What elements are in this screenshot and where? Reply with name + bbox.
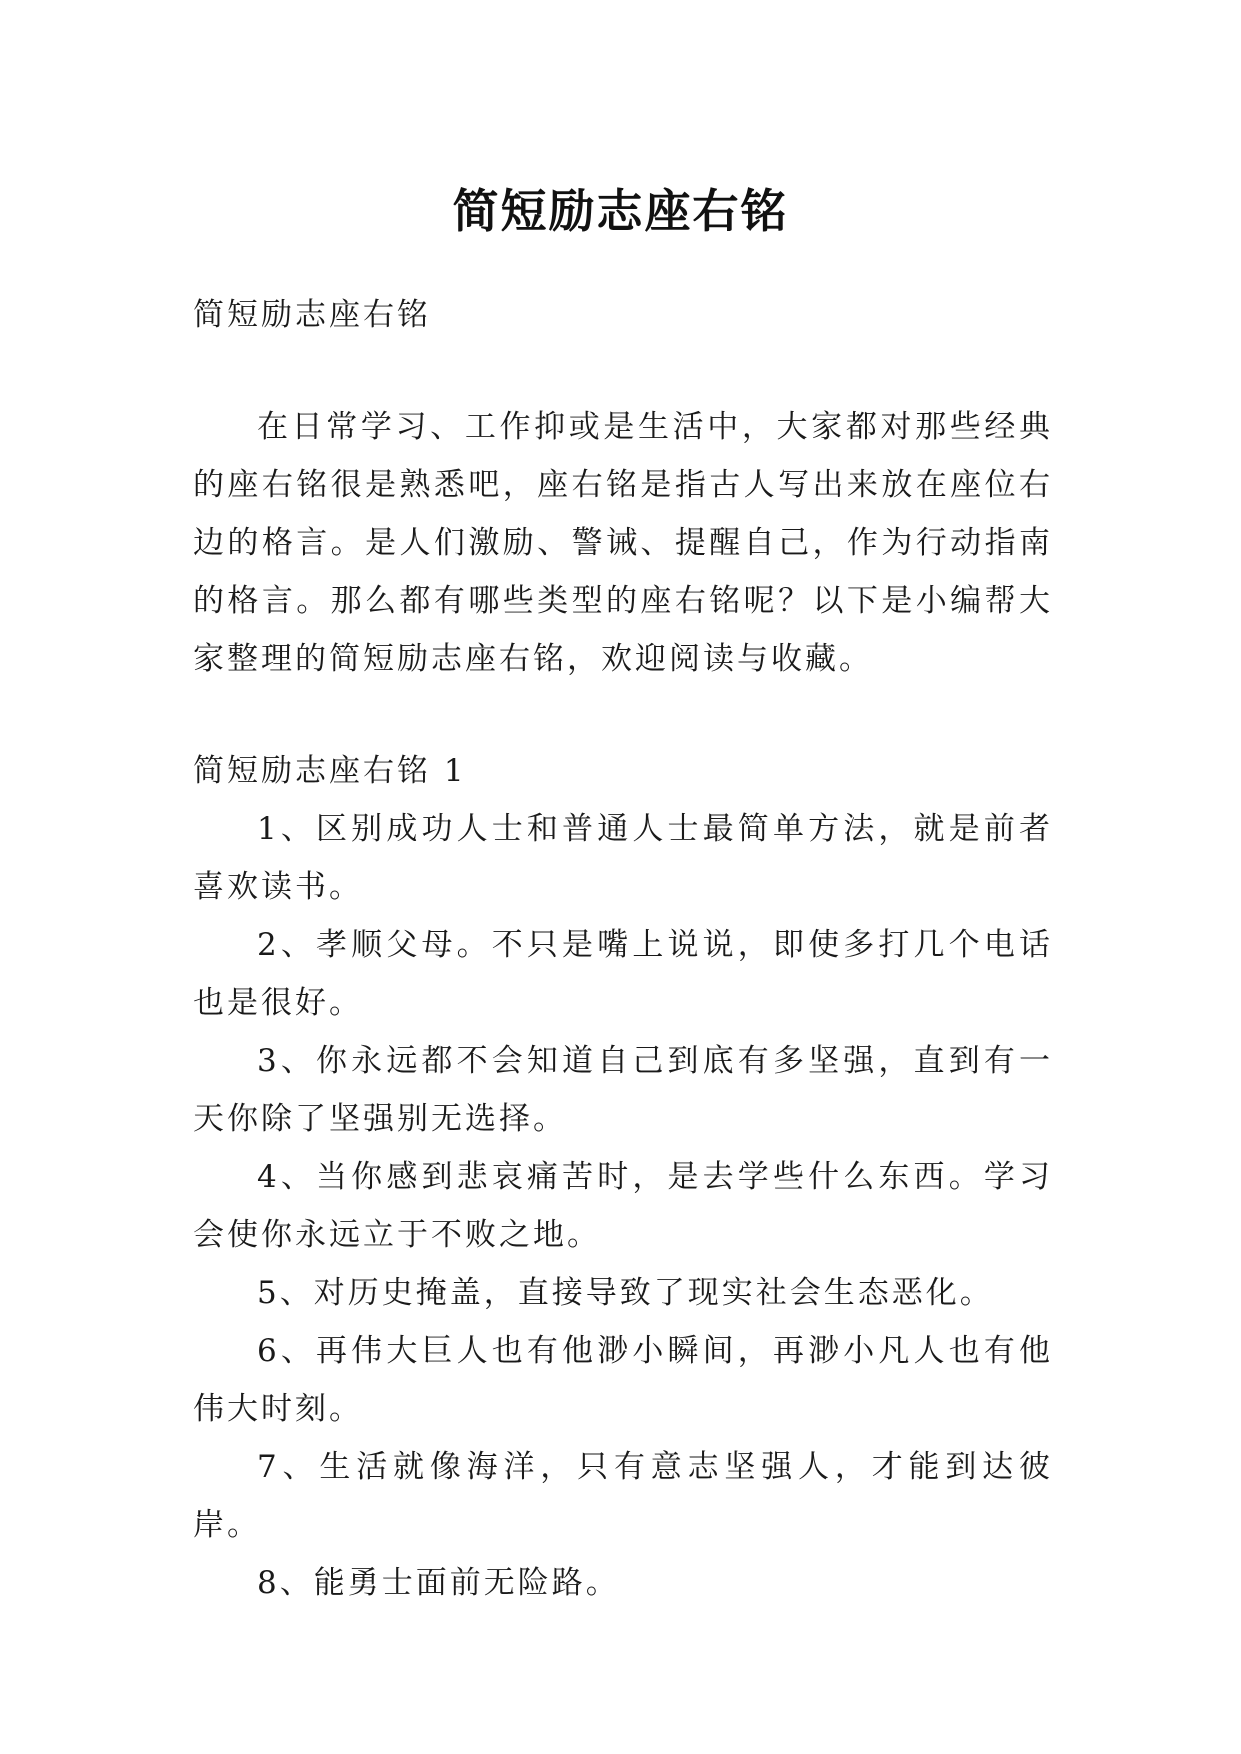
motto-item: 4、当你感到悲哀痛苦时，是去学些什么东西。学习会使你永远立于不败之地。 xyxy=(193,1159,1053,1253)
motto-item: 6、再伟大巨人也有他渺小瞬间，再渺小凡人也有他伟大时刻。 xyxy=(193,1333,1053,1427)
document-title: 简短励志座右铭 xyxy=(452,183,789,238)
motto-list xyxy=(193,800,1053,1612)
motto-item: 5、对历史掩盖，直接导致了现实社会生态恶化。 xyxy=(257,1275,994,1311)
motto-item: 1、区别成功人士和普通人士最简单方法，就是前者喜欢读书。 xyxy=(193,811,1053,905)
motto-item: 3、你永远都不会知道自己到底有多坚强，直到有一天你除了坚强别无选择。 xyxy=(193,1043,1053,1137)
document-subtitle: 简短励志座右铭 xyxy=(193,297,431,333)
motto-item: 8、能勇士面前无险路。 xyxy=(257,1565,620,1601)
section-heading: 简短励志座右铭 1 xyxy=(193,753,467,789)
motto-item: 7、生活就像海洋，只有意志坚强人，才能到达彼岸。 xyxy=(193,1449,1053,1543)
intro-paragraph: 在日常学习、工作抑或是生活中，大家都对那些经典的座右铭很是熟悉吧，座右铭是指古人写出来放在座位右边的格言。是人们激励、警诫、提醒自己，作为行动指南的格言。那么都有哪些类型的座右铭呢？以下是小编帮大家整理的简短励志座右铭，欢迎阅读与收藏。 xyxy=(193,409,1053,677)
motto-item: 2、孝顺父母。不只是嘴上说说，即使多打几个电话也是很好。 xyxy=(193,927,1053,1021)
document-body xyxy=(193,286,1053,1612)
